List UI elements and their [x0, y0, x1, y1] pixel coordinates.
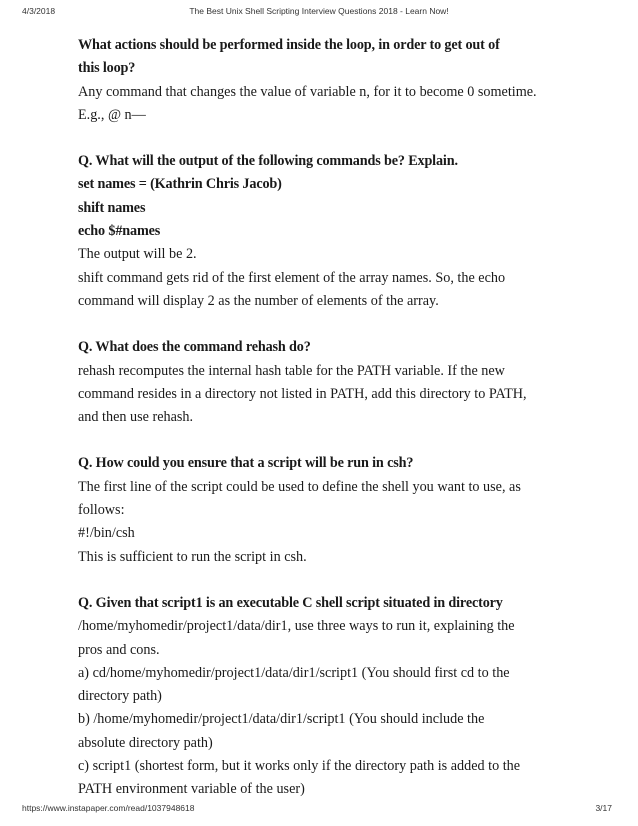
paragraph-gap: [78, 569, 568, 592]
footer-page-number: 3/17: [595, 803, 612, 813]
question-heading-continued: this loop?: [78, 60, 136, 77]
answer-code: #!/bin/csh: [78, 525, 135, 542]
answer-text: command resides in a directory not listed in PATH, add this directory to PATH,: [78, 385, 527, 402]
answer-text: absolute directory path): [78, 734, 213, 751]
question-heading: What actions should be performed inside the loop, in order to get out of: [78, 37, 500, 53]
article-body: [78, 34, 568, 802]
header-page-title: The Best Unix Shell Scripting Interview Questions 2018 - Learn Now!: [189, 6, 449, 16]
answer-text: E.g., @ n—: [78, 106, 146, 123]
paragraph-gap: [78, 127, 568, 150]
answer-text: /home/myhomedir/project1/data/dir1, use three ways to run it, explaining the: [78, 618, 515, 635]
question-heading: Q. What does the command rehash do?: [78, 339, 311, 356]
answer-text: follows:: [78, 502, 125, 519]
command-line: shift names: [78, 199, 146, 216]
answer-text: command will display 2 as the number of elements of the array.: [78, 292, 439, 309]
question-heading: Q. How could you ensure that a script will be run in csh?: [78, 455, 414, 472]
command-line: set names = (Kathrin Chris Jacob): [78, 176, 282, 193]
footer-url[interactable]: [22, 803, 194, 813]
answer-text: PATH environment variable of the user): [78, 781, 305, 798]
question-heading: Q. Given that script1 is an executable C shell script situated in directory: [78, 594, 503, 611]
answer-text: c) script1 (shortest form, but it works only if the directory path is added to the: [78, 758, 521, 775]
answer-text: The output will be 2.: [78, 246, 197, 263]
answer-text: b) /home/myhomedir/project1/data/dir1/script1 (You should include the: [78, 711, 485, 728]
answer-text: a) cd/home/myhomedir/project1/data/dir1/script1 (You should first cd to the: [78, 664, 510, 681]
answer-text: shift command gets rid of the first element of the array names. So, the echo: [78, 269, 506, 286]
answer-text: directory path): [78, 688, 162, 705]
answer-text: and then use rehash.: [78, 409, 194, 426]
footer-url-link[interactable]: https://www.instapaper.com/read/1037948618: [22, 803, 195, 813]
answer-text: This is sufficient to run the script in csh.: [78, 548, 307, 565]
question-heading: Q. What will the output of the following commands be? Explain.: [78, 153, 458, 170]
paragraph-gap: [78, 429, 568, 452]
answer-text: pros and cons.: [78, 641, 160, 658]
answer-text: The first line of the script could be used to define the shell you want to use, as: [78, 478, 521, 495]
command-line: echo $#names: [78, 223, 161, 240]
paragraph-gap: [78, 313, 568, 336]
header-date: 4/3/2018: [22, 6, 56, 16]
answer-text: Any command that changes the value of variable n, for it to become 0 sometime.: [78, 83, 537, 100]
answer-text: rehash recomputes the internal hash table for the PATH variable. If the new: [78, 362, 505, 379]
